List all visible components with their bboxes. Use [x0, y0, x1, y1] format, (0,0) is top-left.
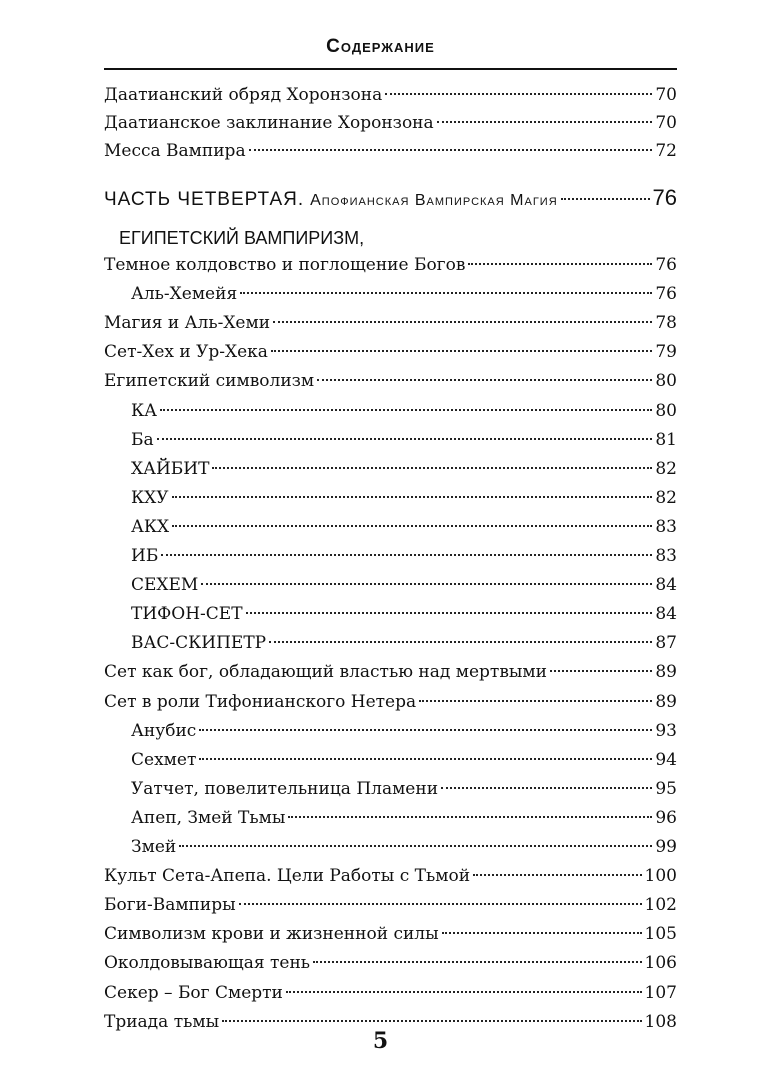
- entry-page: 102: [644, 895, 677, 916]
- entry-title: Анубис: [131, 720, 197, 741]
- toc-entry: [104, 112, 677, 134]
- leader-dots: [222, 1020, 641, 1022]
- section-subheading: ЕГИПЕТСКИЙ ВАМПИРИЗМ,: [119, 228, 365, 248]
- entry-title: Сет как бог, обладающий властью над мертвыми: [104, 662, 547, 683]
- entry-title: Даатианское заклинание Хоронзона: [104, 113, 434, 133]
- leader-dots: [212, 467, 652, 469]
- leader-dots: [249, 149, 653, 151]
- entry-title: ТИФОН-СЕТ: [131, 604, 243, 625]
- entry-title: АКХ: [131, 516, 170, 537]
- leader-dots: [240, 292, 652, 294]
- leader-dots: [473, 874, 642, 876]
- leader-dots: [157, 438, 653, 440]
- entry-title: ИБ: [131, 546, 159, 566]
- entry-title: Символизм крови и жизненной силы: [104, 924, 439, 945]
- entry-title: Триада тьмы: [104, 1011, 220, 1032]
- entry-page: 83: [655, 516, 677, 537]
- page-number: 5: [372, 1028, 389, 1054]
- part-subtitle: Апофианская Вампирская Магия: [310, 192, 558, 209]
- toc-entry: [131, 778, 677, 800]
- entry-page: 82: [655, 487, 677, 508]
- entry-page: 107: [644, 982, 677, 1003]
- leader-dots: [468, 263, 652, 265]
- entry-page: 84: [655, 575, 677, 596]
- toc-entry: [104, 140, 677, 162]
- toc-entry: [104, 84, 677, 106]
- header-rule: [104, 68, 677, 70]
- leader-dots: [273, 321, 652, 323]
- part-heading: [104, 185, 677, 211]
- toc-entry: [131, 574, 677, 596]
- leader-dots: [550, 670, 652, 672]
- leader-dots: [172, 525, 652, 527]
- entry-page: 87: [655, 633, 677, 654]
- leader-dots: [561, 198, 650, 200]
- entry-title: Сет-Хех и Ур-Хека: [104, 342, 268, 363]
- leader-dots: [441, 787, 652, 789]
- entry-title: Аль-Хемейя: [131, 284, 238, 305]
- entry-page: 93: [655, 720, 677, 741]
- leader-dots: [437, 121, 653, 123]
- toc-entry: [104, 952, 677, 974]
- part-title: ЧАСТЬ ЧЕТВЕРТАЯ.: [104, 189, 305, 210]
- toc-entry: [131, 632, 677, 654]
- toc-entry: [131, 487, 677, 509]
- entry-page: 81: [655, 429, 677, 450]
- entry-page: 84: [655, 604, 677, 625]
- entry-title: Уатчет, повелительница Пламени: [131, 778, 439, 799]
- entry-title: КХУ: [131, 487, 169, 508]
- entry-page: 79: [655, 342, 677, 363]
- toc-entry: [131, 545, 677, 567]
- entry-title: СЕХЕМ: [131, 575, 199, 596]
- entry-page: 106: [644, 953, 677, 974]
- entry-page: 100: [644, 866, 677, 887]
- leader-dots: [199, 758, 652, 760]
- leader-dots: [269, 641, 652, 643]
- entry-title: Змей: [131, 837, 177, 857]
- entry-title: Культ Сета-Апепа. Цели Работы с Тьмой: [104, 866, 471, 887]
- entry-title: Сехмет: [131, 749, 197, 770]
- toc-entry: [131, 603, 677, 625]
- leader-dots: [246, 612, 653, 614]
- entry-title: Околдовывающая тень: [104, 953, 311, 974]
- entry-title: Магия и Аль-Хеми: [104, 313, 271, 334]
- toc-entry: [131, 836, 677, 858]
- leader-dots: [201, 583, 652, 585]
- entry-title: Апеп, Змей Тьмы: [131, 807, 286, 828]
- running-header: Содержание: [326, 36, 435, 57]
- toc-entry: [104, 254, 677, 276]
- leader-dots: [199, 729, 652, 731]
- toc-entry: [131, 400, 677, 422]
- entry-page: 70: [655, 113, 677, 133]
- toc-entry: [131, 283, 677, 305]
- leader-dots: [286, 991, 642, 993]
- leader-dots: [442, 932, 642, 934]
- entry-page: 80: [655, 400, 677, 421]
- toc-entry: [104, 894, 677, 916]
- toc-entry: [104, 370, 677, 392]
- entry-page: 99: [655, 837, 677, 857]
- leader-dots: [161, 554, 652, 556]
- entry-page: 82: [655, 458, 677, 479]
- entry-title: ХАЙБИТ: [131, 458, 210, 479]
- entry-title: Месса Вампира: [104, 141, 246, 161]
- toc-entry: [104, 341, 677, 363]
- leader-dots: [419, 700, 652, 702]
- entry-page: 94: [655, 749, 677, 770]
- toc-entry: [131, 749, 677, 771]
- leader-dots: [271, 350, 652, 352]
- entry-page: 95: [655, 778, 677, 799]
- entry-title: Даатианский обряд Хоронзона: [104, 85, 383, 105]
- leader-dots: [172, 496, 653, 498]
- entry-page: 70: [655, 85, 677, 105]
- toc-entry: [104, 923, 677, 945]
- leader-dots: [317, 379, 652, 381]
- toc-entry: [104, 661, 677, 683]
- toc-entry: [104, 691, 677, 713]
- entry-page: 83: [655, 546, 677, 566]
- entry-title: Сет в роли Тифонианского Нетера: [104, 691, 417, 712]
- entry-title: Секер – Бог Смерти: [104, 982, 283, 1003]
- entry-page: 76: [655, 284, 677, 305]
- leader-dots: [239, 903, 642, 905]
- leader-dots: [288, 816, 652, 818]
- leader-dots: [160, 409, 652, 411]
- toc-entry: [104, 982, 677, 1004]
- entry-page: 89: [655, 691, 677, 712]
- entry-title: Египетский символизм: [104, 371, 315, 392]
- toc-entry: [104, 865, 677, 887]
- leader-dots: [179, 845, 652, 847]
- entry-page: 72: [655, 141, 677, 161]
- entry-page: 105: [644, 924, 677, 945]
- toc-entry: [131, 720, 677, 742]
- toc-entry: [131, 516, 677, 538]
- entry-page: 80: [655, 371, 677, 392]
- entry-page: 89: [655, 662, 677, 683]
- toc-entry: [104, 312, 677, 334]
- leader-dots: [313, 961, 642, 963]
- leader-dots: [385, 93, 652, 95]
- part-page: 76: [652, 185, 677, 210]
- toc-entry: [131, 429, 677, 451]
- entry-title: Боги-Вампиры: [104, 895, 236, 916]
- entry-page: 76: [655, 255, 677, 275]
- entry-title: ВАС-СКИПЕТР: [131, 633, 267, 654]
- entry-title: Темное колдовство и поглощение Богов: [104, 255, 466, 275]
- entry-page: 108: [644, 1011, 677, 1032]
- entry-title: Ба: [131, 429, 154, 450]
- toc-entry: [131, 807, 677, 829]
- entry-page: 78: [655, 313, 677, 334]
- entry-page: 96: [655, 807, 677, 828]
- toc-entry: [131, 458, 677, 480]
- entry-title: КА: [131, 400, 158, 421]
